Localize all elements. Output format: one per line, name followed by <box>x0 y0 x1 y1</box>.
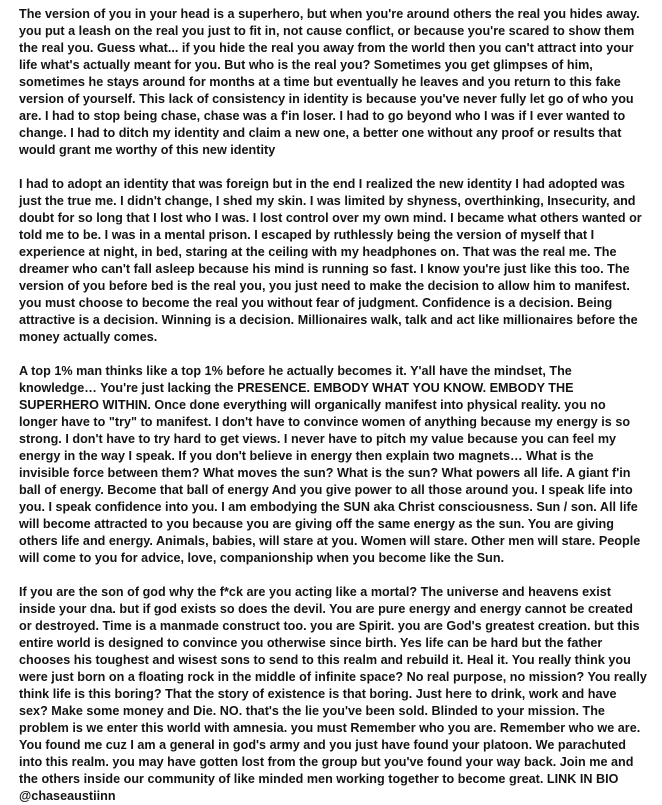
paragraph-4: If you are the son of god why the f*ck are you acting like a mortal? The universe and heavens exist inside your dna. but if god exists so does the devil. You are pure energy and energy cannot be created or destroyed. Time is a manmade construct too. you are Spirit. you are God's greatest creation. but this entire world is designed to convince you otherwise since birth. Yes life can be hard but the father chooses his toughest and wisest sons to send to this realm and rebuild it. Heal it. You really think you were just born on a floating rock in the middle of infinite space? No real purpose, no mission? You really think life is this boring? That the story of existence is that boring. Just here to drink, work and have sex? Make some money and Die. NO. that's the lie you've been sold. Blinded to your mission. The problem is we enter this world with amnesia. you must Remember who you are. Remember who we are. You found me cuz I am a general in god's army and you just have found your platoon. We parachuted into this realm. you may have gotten lost from the group but you've found your way back. Join me and the others inside our community of like minded men working together to become great. LINK IN BIO @chaseaustiinn <box>19 585 647 803</box>
paragraph-3: A top 1% man thinks like a top 1% before he actually becomes it. Y'all have the mindset, The knowledge… You're just lacking the PRESENCE. EMBODY WHAT YOU KNOW. EMBODY THE SUPERHERO WITHIN. Once done everything will organically manifest into physical reality. you no longer have to "try" to manifest. I don't have to convince women of anything because my energy is so strong. I don't have to try hard to get views. I never have to pitch my value because you can feel my energy in the way I speak. If you don't believe in energy then explain two magnets… What is the invisible force between them? What moves the sun? What is the sun? What powers all life. A giant f'in ball of energy. Become that ball of energy And you give power to all those around you. I speak life into you. I speak confidence into you. I am embodying the SUN aka Christ consciousness. Sun / son. All life will become attracted to you because you are giving off the same energy as the sun. You are giving others life and energy. Animals, babies, will stare at you. Women will stare. Other men will stare. People will come to you for advice, love, companionship when you become like the Sun. <box>19 364 641 565</box>
paragraph-2: I had to adopt an identity that was foreign but in the end I realized the new identity I had adopted was just the true me. I didn't change, I shed my skin. I was limited by shyness, overthinking, Insecurity, and doubt for so long that I lost who I was. I lost control over my own mind. I became what others wanted or told me to be. I was in a mental prison. I escaped by ruthlessly being the version of myself that I experience at night, in bed, staring at the ceiling with my headphones on. That was the real me. The dreamer who can't fall asleep because his mind is running so fast. I know you're just like this too. The version of you before bed is the real you, you just need to make the decision to allow him to manifest. you must choose to become the real you without fear of judgment. Confidence is a decision. Being attractive is a decision. Winning is a decision. Millionaires walk, talk and act like millionaires before the money actually comes. <box>19 177 642 344</box>
document-body <box>19 6 647 805</box>
paragraph-1: The version of you in your head is a superhero, but when you're around others the real you hides away. you put a leash on the real you just to fit in, not cause conflict, or because you're scared to show them the real you. Guess what... if you hide the real you away from the world then you can't attract into your life what's actually meant for you. But who is the real you? Sometimes you get glimpses of him, sometimes he stays around for months at a time but eventually he leaves and you return to this fake version of yourself. This lack of consistency in identity is because you've never fully let go of who you are. I had to stop being chase, chase was a f'in loser. I had to go beyond who I was if I ever wanted to change. I had to ditch my identity and claim a new one, a better one without any proof or results that would grant me worthy of this new identity <box>19 7 640 157</box>
